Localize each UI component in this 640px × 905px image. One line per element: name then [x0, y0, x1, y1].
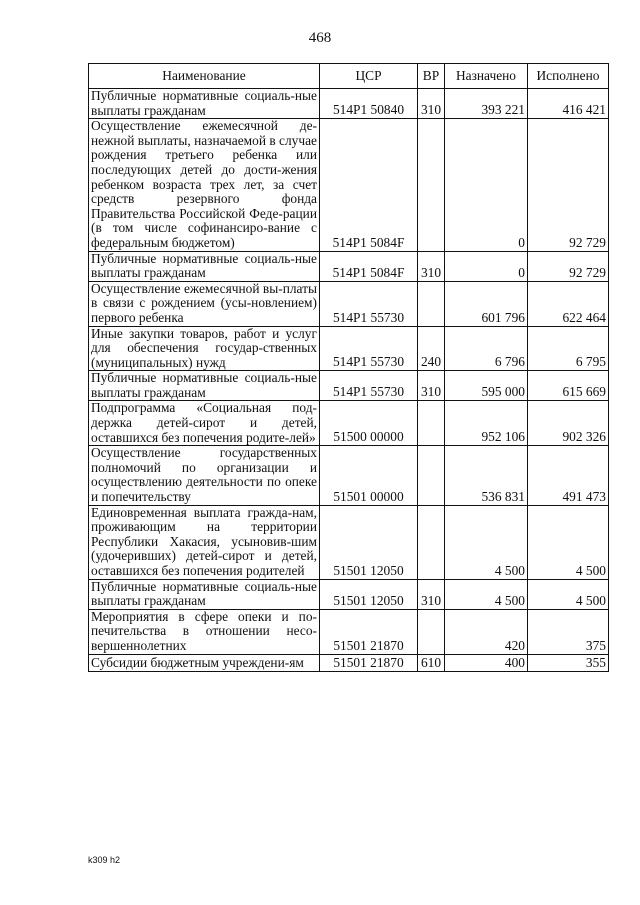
row-name: Публичные нормативные социаль-ные выплаты гражданам: [89, 371, 320, 401]
row-assigned: 601 796: [445, 281, 528, 326]
table-row: [89, 281, 609, 326]
row-executed: 375: [528, 609, 609, 654]
row-assigned: 536 831: [445, 446, 528, 505]
row-executed: 355: [528, 654, 609, 671]
row-name: Осуществление государственных полномочий по организации и осуществлению деятельности по опеке и попечительству: [89, 446, 320, 505]
row-vr: [418, 401, 445, 446]
row-name: Публичные нормативные социаль-ные выплаты гражданам: [89, 251, 320, 281]
row-csr: 514P1 50840: [320, 89, 418, 119]
row-executed: 6 795: [528, 326, 609, 371]
table-row: [89, 326, 609, 371]
row-executed: 4 500: [528, 579, 609, 609]
row-csr: 514P1 55730: [320, 281, 418, 326]
row-name: Мероприятия в сфере опеки и по-печительства в отношении несо-вершеннолетних: [89, 609, 320, 654]
row-vr: [418, 609, 445, 654]
row-vr: [418, 446, 445, 505]
row-name: Подпрограмма «Социальная под-держка детей-сирот и детей, оставшихся без попечения родите-лей»: [89, 401, 320, 446]
header-assigned: Назначено: [445, 64, 528, 89]
table-row: [89, 251, 609, 281]
row-csr: 51501 12050: [320, 505, 418, 579]
row-assigned: 6 796: [445, 326, 528, 371]
table-row: [89, 579, 609, 609]
row-csr: 514P1 5084F: [320, 251, 418, 281]
row-name: Иные закупки товаров, работ и услуг для обеспечения государ-ственных (муниципальных) нужд: [89, 326, 320, 371]
footer-code: k309 h2: [88, 855, 121, 865]
header-name: Наименование: [89, 64, 320, 89]
row-csr: 51500 00000: [320, 401, 418, 446]
row-csr: 51501 00000: [320, 446, 418, 505]
row-assigned: 0: [445, 119, 528, 251]
row-name: Осуществление ежемесячной вы-платы в связи с рождением (усы-новлением) первого ребенка: [89, 281, 320, 326]
table-row: [89, 401, 609, 446]
row-csr: 51501 21870: [320, 654, 418, 671]
row-executed: 615 669: [528, 371, 609, 401]
header-csr: ЦСР: [320, 64, 418, 89]
row-executed: 92 729: [528, 251, 609, 281]
row-vr: 310: [418, 251, 445, 281]
row-csr: 514P1 55730: [320, 371, 418, 401]
row-csr: 514P1 55730: [320, 326, 418, 371]
header-executed: Исполнено: [528, 64, 609, 89]
table-row: [89, 609, 609, 654]
row-assigned: 4 500: [445, 579, 528, 609]
row-executed: 902 326: [528, 401, 609, 446]
row-executed: 416 421: [528, 89, 609, 119]
row-vr: 610: [418, 654, 445, 671]
row-vr: 310: [418, 579, 445, 609]
row-vr: 310: [418, 371, 445, 401]
row-executed: 491 473: [528, 446, 609, 505]
row-assigned: 400: [445, 654, 528, 671]
row-vr: [418, 505, 445, 579]
table-row: [89, 89, 609, 119]
table-row: [89, 505, 609, 579]
row-name: Единовременная выплата гражда-нам, проживающим на территории Республики Хакасия, усыновив-шим (удочеривших) детей-сирот и детей, оставшихся без попечения родителей: [89, 505, 320, 579]
row-vr: [418, 281, 445, 326]
table-header-row: [89, 64, 609, 89]
row-name: Публичные нормативные социаль-ные выплаты гражданам: [89, 579, 320, 609]
row-csr: 51501 21870: [320, 609, 418, 654]
row-assigned: 595 000: [445, 371, 528, 401]
row-executed: 92 729: [528, 119, 609, 251]
table-row: [89, 371, 609, 401]
table-row: [89, 446, 609, 505]
row-executed: 622 464: [528, 281, 609, 326]
row-vr: 240: [418, 326, 445, 371]
row-assigned: 0: [445, 251, 528, 281]
budget-table: [88, 63, 609, 672]
row-csr: 51501 12050: [320, 579, 418, 609]
table-row: [89, 119, 609, 251]
page-number: 468: [308, 30, 332, 46]
row-name: Публичные нормативные социаль-ные выплаты гражданам: [89, 89, 320, 119]
table-row: [89, 654, 609, 671]
row-vr: [418, 119, 445, 251]
row-assigned: 393 221: [445, 89, 528, 119]
row-name: Субсидии бюджетным учреждени-ям: [89, 654, 320, 671]
header-vr: ВР: [418, 64, 445, 89]
row-assigned: 420: [445, 609, 528, 654]
row-vr: 310: [418, 89, 445, 119]
row-csr: 514P1 5084F: [320, 119, 418, 251]
row-executed: 4 500: [528, 505, 609, 579]
row-assigned: 952 106: [445, 401, 528, 446]
row-assigned: 4 500: [445, 505, 528, 579]
row-name: Осуществление ежемесячной де-нежной выплаты, назначаемой в случае рождения третьего ребенка или последующих детей до дости-жения ребенком возраста трех лет, за счет средств резервного фонда Правительства Российской Феде-рации (в том числе софинансиро-вание с федеральным бюджетом): [89, 119, 320, 251]
